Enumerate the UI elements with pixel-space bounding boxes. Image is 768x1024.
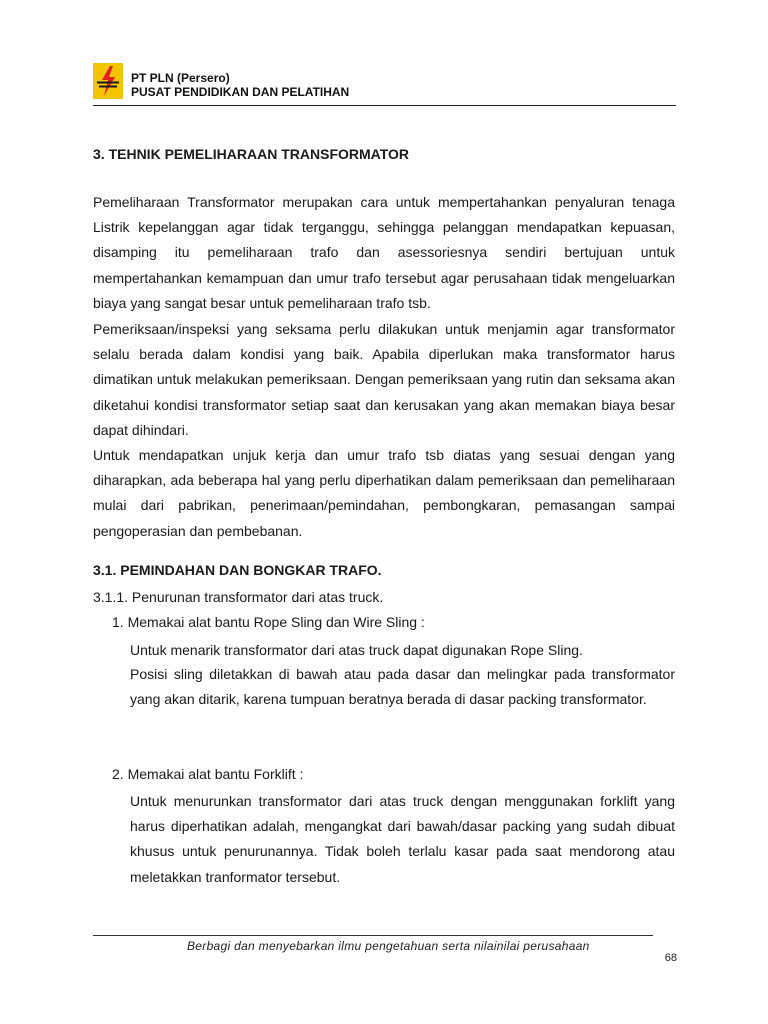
pln-logo	[93, 63, 123, 99]
paragraph-inspection: Pemeriksaan/inspeksi yang seksama perlu dilakukan untuk menjamin agar transformator selalu berada dalam kondisi yang baik. Apabila diperlukan maka transformator harus dimatikan untuk melakukan pemeriksaan. Dengan pemeriksaan yang rutin dan seksama akan diketahui kondisi transformator setiap saat dan kerusakan yang akan memakan biaya besar dapat dihindari.	[93, 321, 675, 438]
footer-tagline: Berbagi dan menyebarkan ilmu pengetahuan serta nilainilai perusahaan	[187, 939, 590, 953]
subsection-title: 3.1. PEMINDAHAN DAN BONGKAR TRAFO.	[93, 562, 382, 578]
list-item-text: Untuk menurunkan transformator dari atas truck dengan menggunakan forklift yang harus diperhatikan adalah, mengangkat dari bawah/dasar packing yang sudah dibuat khusus untuk penurunannya. Tidak boleh terlalu kasar pada saat mendorong atau meletakkan tranformator tersebut.	[130, 793, 675, 885]
division-name: PUSAT PENDIDIKAN DAN PELATIHAN	[131, 85, 350, 99]
paragraph-performance: Untuk mendapatkan unjuk kerja dan umur trafo tsb diatas yang sesuai dengan yang diharapkan, ada beberapa hal yang perlu diperhatikan dalam pemeriksaan dan pemeliharaan mulai dari pabrikan, penerimaan/pemindahan, pembongkaran, pemasangan sampai pengoperasian dan pembebanan.	[93, 447, 675, 539]
organization-name	[131, 71, 349, 99]
section-title: 3. TEHNIK PEMELIHARAAN TRANSFORMATOR	[93, 146, 410, 162]
paragraph-maintenance: Pemeliharaan Transformator merupakan cara untuk mempertahankan penyaluran tenaga Listrik kepelanggan agar tidak terganggu, sehingga pelanggan mendapatkan kepuasan, disamping itu pemeliharaan trafo dan asessoriesnya sendiri bertujuan untuk mempertahankan kemampuan dan umur trafo tersebut agar perusahaan tidak mengeluarkan biaya yang sangat besar untuk pemeliharaan trafo tsb.	[93, 194, 675, 311]
header-divider	[93, 105, 676, 106]
list-item-text: Untuk menarik transformator dari atas truck dapat digunakan Rope Sling.	[130, 642, 583, 658]
subsubsection-title: 3.1.1. Penurunan transformator dari atas truck.	[93, 589, 384, 605]
page-number: 68	[664, 952, 677, 964]
company-name: PT PLN (Persero)	[131, 71, 230, 85]
footer-divider	[93, 935, 653, 936]
list-item-forklift: 2. Memakai alat bantu Forklift :	[112, 766, 304, 782]
list-item-text: Posisi sling diletakkan di bawah atau pada dasar dan melingkar pada transformator yang akan ditarik, karena tumpuan beratnya berada di dasar packing transformator.	[130, 666, 675, 708]
list-item-rope-sling: 1. Memakai alat bantu Rope Sling dan Wire Sling :	[112, 614, 425, 630]
